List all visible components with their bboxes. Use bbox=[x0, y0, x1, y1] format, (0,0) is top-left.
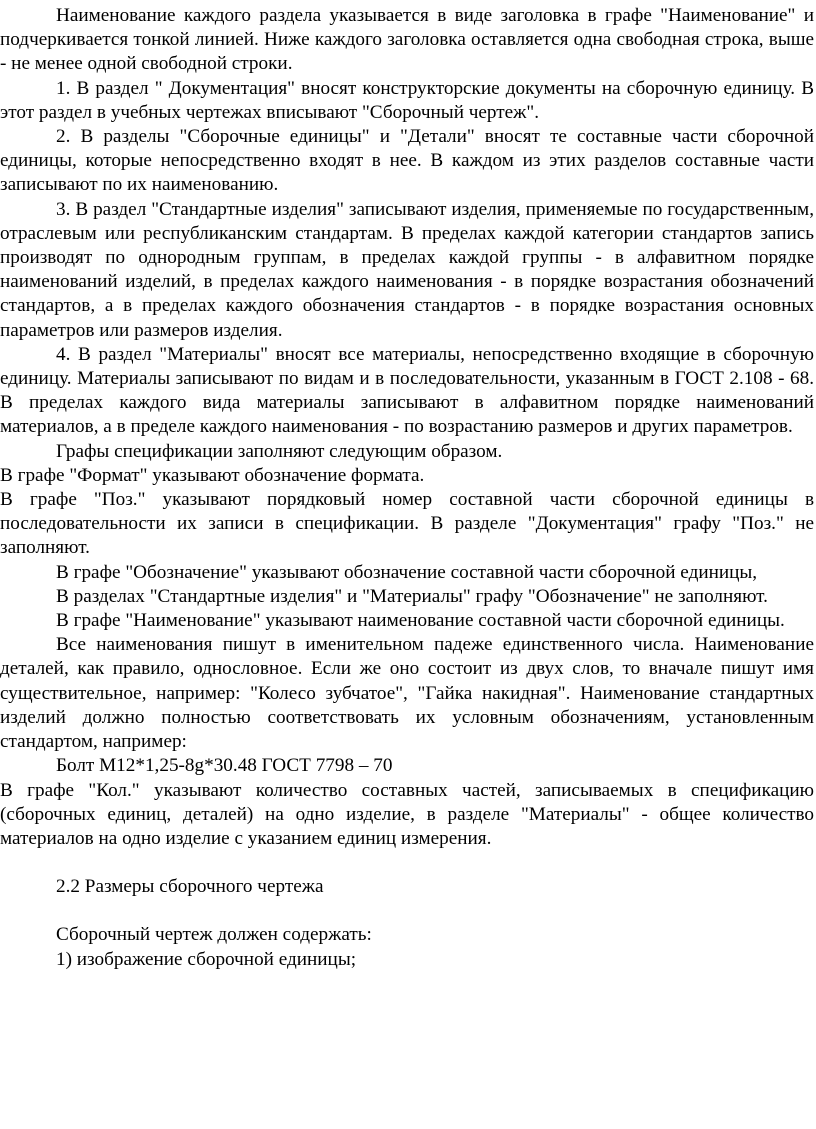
paragraph-columns-intro: Графы спецификации заполняют следующим образом. bbox=[56, 440, 503, 462]
paragraph-documentation: 1. В раздел " Документация" вносят конструкторские документы на сборочную единицу. В этот раздел в учебных чертежах вписывают "Сборочный чертеж". bbox=[0, 77, 814, 123]
paragraph-drawing-contents: Сборочный чертеж должен содержать: bbox=[56, 924, 372, 946]
paragraph-assembly-units: 2. В разделы "Сборочные единицы" и "Детали" вносят те составные части сборочной единицы, которые непосредственно входят в нее. В каждом из этих разделов составные части записывают по их наименованию. bbox=[0, 126, 814, 196]
paragraph-naming-rules: Все наименования пишут в именительном падеже единственного числа. Наименование деталей, как правило, однословное. Если же оно состоит из двух слов, то вначале пишут имя существительное, например: "Колесо зубчатое", "Гайка накидная". Наименование стандартных изделий должно полностью соответствовать их условным обозначениям, установленным стандартом, например: bbox=[0, 634, 814, 753]
text-column bbox=[0, 4, 814, 972]
paragraph-position-column: В графе "Поз." указывают порядковый номер составной части сборочной единицы в последовательности их записи в спецификации. В разделе "Документация" графу "Поз." не заполняют. bbox=[0, 489, 814, 559]
paragraph-materials: 4. В раздел "Материалы" вносят все материалы, непосредственно входящие в сборочную единицу. Материалы записывают по видам и в последовательности, указанным в ГОСТ 2.108 - 68. В пределах каждого вида материалы записывают в алфавитном порядке наименований материалов, а в пределе каждого наименования - по возрастанию размеров и других параметров. bbox=[0, 343, 814, 438]
blank-line bbox=[0, 899, 814, 923]
paragraph-bolt-example: Болт М12*1,25-8g*30.48 ГОСТ 7798 – 70 bbox=[56, 755, 393, 777]
paragraph-quantity-column: В графе "Кол." указывают количество составных частей, записываемых в спецификацию (сборочных единиц, деталей) на одно изделие, в разделе "Материалы" - общее количество материалов на одно изделие с указанием единиц измерения. bbox=[0, 779, 814, 849]
paragraph-section-headings: Наименование каждого раздела указывается в виде заголовка в графе "Наименование" и подчеркивается тонкой линией. Ниже каждого заголовка оставляется одна свободная строка, выше - не менее одной свободной строки. bbox=[0, 5, 814, 75]
blank-line bbox=[0, 851, 814, 875]
paragraph-designation-column: В графе "Обозначение" указывают обозначение составной части сборочной единицы, bbox=[56, 561, 758, 583]
paragraph-designation-empty: В разделах "Стандартные изделия" и "Материалы" графу "Обозначение" не заполняют. bbox=[56, 585, 768, 607]
list-item-1: 1) изображение сборочной единицы; bbox=[56, 948, 357, 970]
paragraph-format-column: В графе "Формат" указывают обозначение формата. bbox=[0, 464, 425, 486]
section-heading: 2.2 Размеры сборочного чертежа bbox=[56, 876, 324, 898]
paragraph-standard-items: 3. В раздел "Стандартные изделия" записывают изделия, применяемые по государственным, отраслевым или республиканским стандартам. В пределах каждой категории стандартов запись производят по однородным группам, в пределах каждой группы - в алфавитном порядке наименований изделий, в пределах каждого наименования - в порядке возрастания обозначений стандартов, а в пределах каждого обозначения стандартов - в порядке возрастания основных параметров или размеров изделия. bbox=[0, 198, 814, 341]
paragraph-name-column: В графе "Наименование" указывают наименование составной части сборочной единицы. bbox=[56, 610, 785, 632]
